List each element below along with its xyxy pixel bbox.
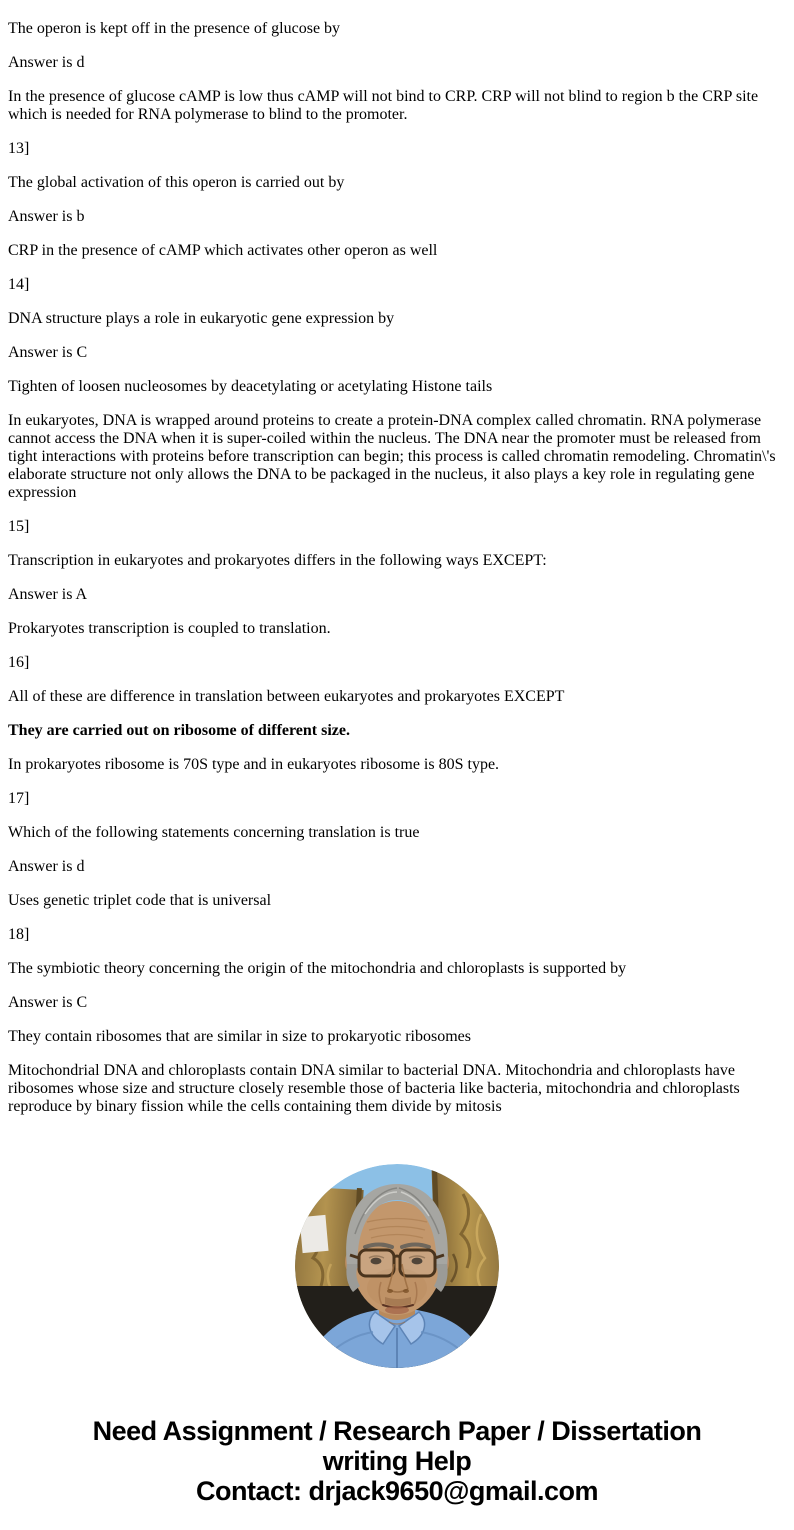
answer-label: Answer is C [8,344,88,361]
explanation-text: Mitochondrial DNA and chloroplasts contain DNA similar to bacterial DNA. Mitochondria and chloroplasts have ribosomes whose size and structure closely resemble those of bacteria like bacteria, mitochondria and chloroplasts reproduce by binary fission while the cells containing them divide by mitosis [8,1062,740,1115]
question-text: The global activation of this operon is carried out by [8,174,345,191]
answer-label: Answer is d [8,858,85,875]
explanation-text: CRP in the presence of cAMP which activates other operon as well [8,242,438,259]
profile-photo [295,1164,499,1368]
answer-text: Uses genetic triplet code that is universal [8,892,272,909]
question-text: The operon is kept off in the presence of glucose by [8,20,341,37]
explanation-text: In the presence of glucose cAMP is low thus cAMP will not bind to CRP. CRP will not blind to region b the CRP site which is needed for RNA polymerase to blind to the promoter. [8,88,759,123]
answer-text: They contain ribosomes that are similar in size to prokaryotic ribosomes [8,1028,471,1045]
question-text: All of these are difference in translation between eukaryotes and prokaryotes EXCEPT [8,688,565,705]
document-body [8,20,786,1116]
explanation-text: In eukaryotes, DNA is wrapped around proteins to create a protein-DNA complex called chromatin. RNA polymerase cannot access the DNA when it is super-coiled within the nucleus. The DNA near the promoter must be released from tight interactions with proteins before transcription can begin; this process is called chromatin remodeling. Chromatin\'s elaborate structure not only allows the DNA to be packaged in the nucleus, it also plays a key role in regulating gene expression [8,412,776,501]
question-text: DNA structure plays a role in eukaryotic gene expression by [8,310,395,327]
question-number: 13] [8,140,30,157]
answer-text: Prokaryotes transcription is coupled to translation. [8,620,331,637]
question-number: 15] [8,518,30,535]
footer-advertisement [8,1416,786,1506]
footer-contact-email: Contact: drjack9650@gmail.com [196,1476,598,1506]
question-number: 14] [8,276,30,293]
footer-line-1: Need Assignment / Research Paper / Dissertation [92,1416,702,1446]
question-number: 18] [8,926,30,943]
footer-line-2: writing Help [322,1446,472,1476]
question-number: 16] [8,654,30,671]
answer-text: Tighten of loosen nucleosomes by deacetylating or acetylating Histone tails [8,378,493,395]
explanation-text: In prokaryotes ribosome is 70S type and in eukaryotes ribosome is 80S type. [8,756,500,773]
answer-label: Answer is d [8,54,85,71]
photo-wall-card [299,1215,328,1253]
answer-label: Answer is b [8,208,85,225]
question-text: The symbiotic theory concerning the origin of the mitochondria and chloroplasts is supported by [8,960,627,977]
question-text: Transcription in eukaryotes and prokaryotes differs in the following ways EXCEPT: [8,552,547,569]
answer-text-bold: They are carried out on ribosome of different size. [8,722,351,739]
answer-label: Answer is A [8,586,88,603]
question-text: Which of the following statements concerning translation is true [8,824,420,841]
answer-label: Answer is C [8,994,88,1011]
profile-photo-image [295,1164,499,1368]
question-number: 17] [8,790,30,807]
